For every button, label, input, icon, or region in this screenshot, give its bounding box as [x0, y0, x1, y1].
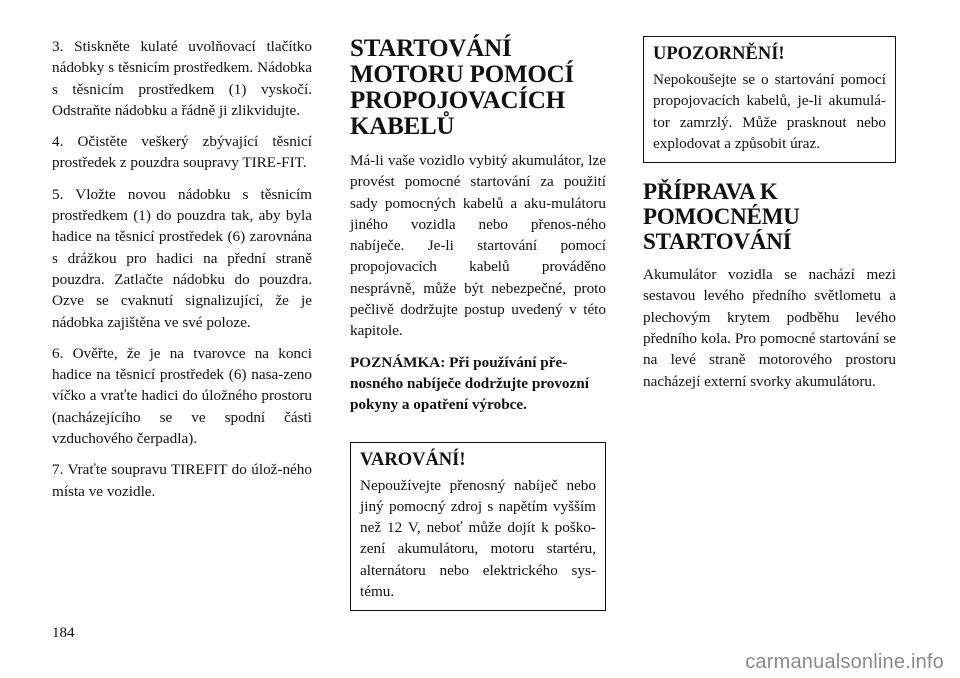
watermark: carmanualsonline.info: [745, 651, 944, 673]
warning-text: Nepoužívejte přenosný nabíječ nebo jiný pomocný zdroj s napětím vyšším než 12 V, neboť může dojít k poško-zení akumulátoru, motoru startéru, alternátoru nebo elektrického sys-tému.: [360, 476, 596, 601]
caution-box: [643, 36, 896, 163]
section-heading-jump-start: STARTOVÁNÍ MOTORU POMOCÍ PROPOJOVACÍCH KABELŮ: [350, 35, 575, 140]
page-number: 184: [52, 625, 75, 641]
step-6-paragraph: 6. Ověřte, že je na tvarovce na konci hadice na těsnicí prostředek (6) nasa-zeno víčko a vraťte hadici do úložného prostoru (nacházejícího se ve spodní části vzduchového čerpadla).: [52, 344, 312, 448]
note-paragraph: POZNÁMKA: Při používání pře-nosného nabíječe dodržujte provozní pokyny a opatření výrobce.: [350, 353, 589, 414]
preparation-paragraph: Akumulátor vozidla se nachází mezi sestavou levého předního světlometu a plechovým krytem podběhu levého předního kola. Pro pomocné startování se na levé straně motorového prostoru nacházejí externí svorky akumulátoru.: [643, 266, 896, 390]
caution-title: UPOZORNĚNÍ!: [653, 44, 785, 64]
left-column: [52, 36, 312, 512]
section-heading-preparation: PŘÍPRAVA K POMOCNÉMU STARTOVÁNÍ: [643, 179, 800, 255]
intro-paragraph: Má-li vaše vozidlo vybitý akumulátor, lze provést pomocné startování za použití sady pomocných kabelů a aku-mulátoru jiného vozidla nebo přenos-ného nabíječe. Je-li startování pomocí propojovacích kabelů prováděno nesprávně, může být nebezpečné, proto pečlivě dodržujte postup uvedený v této kapitole.: [350, 152, 606, 340]
right-column: [643, 36, 896, 402]
step-7-paragraph: 7. Vraťte soupravu TIREFIT do úlož-ného místa ve vozidle.: [52, 461, 312, 500]
step-5-paragraph: 5. Vložte novou nádobku s těsnicím prostředkem (1) do pouzdra tak, aby byla hadice na těsnicí prostředek (6) zarovnána s drážkou pro hadici na přední straně pouzdra. Zatlačte nádobku do pouzdra. Ozve se cvaknutí signalizující, že je nádobka zajištěna ve své poloze.: [52, 185, 312, 331]
step-3-paragraph: 3. Stiskněte kulaté uvolňovací tlačítko nádobky s těsnicím prostředkem. Nádobka s těsnicím prostředkem (1) vyskočí. Odstraňte nádobku a řádně ji zlikvidujte.: [52, 38, 312, 119]
warning-title: VAROVÁNÍ!: [360, 449, 466, 470]
warning-box: [350, 442, 606, 612]
step-4-paragraph: 4. Očistěte veškerý zbývající těsnicí prostředek z pouzdra soupravy TIRE-FIT.: [52, 133, 312, 172]
middle-column: [350, 36, 606, 611]
caution-text: Nepokoušejte se o startování pomocí propojovacích kabelů, je-li akumulá-tor zamrzlý. Může prasknout nebo explodovat a způsobit úraz.: [653, 71, 886, 152]
